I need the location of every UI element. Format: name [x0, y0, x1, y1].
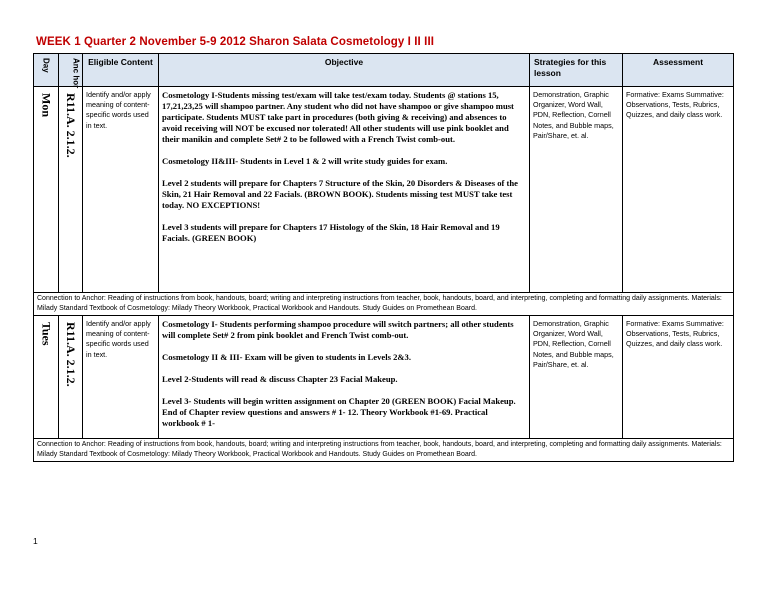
strategies-header: Strategies for this lesson [530, 54, 623, 87]
page-title: WEEK 1 Quarter 2 November 5-9 2012 Sharon Salata Cosmetology I II III [36, 36, 435, 48]
anchor-cell: R11.A. 2.1.2. [59, 87, 83, 293]
objective-paragraph: Cosmetology I- Students performing shampoo procedure will switch partners; all other students will complete Set# 2 from pink booklet and French Twist comb-out. [162, 319, 514, 340]
objective-paragraph: Level 2-Students will read & discuss Chapter 23 Facial Makeup. [162, 374, 398, 384]
strategies-cell: Demonstration, Graphic Organizer, Word Wall, PDN, Reflection, Cornell Notes, and Bubble maps, Pair/Share, et. al. [530, 316, 623, 439]
assessment-header: Assessment [623, 54, 734, 87]
day-cell: Tues [34, 316, 59, 439]
connection-row [34, 439, 734, 462]
eligible-content-cell: Identify and/or apply meaning of content-specific words used in text. [83, 316, 159, 439]
objective-header: Objective [159, 54, 530, 87]
objective-paragraph: Cosmetology II&III- Students in Level 1 & 2 will write study guides for exam. [162, 156, 448, 166]
anchor-cell: R11.A. 2.1.2. [59, 316, 83, 439]
assessment-cell: Formative: Exams Summative: Observations, Tests, Rubrics, Quizzes, and daily class work. [623, 316, 734, 439]
page-number: 1 [33, 536, 38, 546]
connection-row [34, 293, 734, 316]
objective-paragraph: Cosmetology II & III- Exam will be given to students in Levels 2&3. [162, 352, 411, 362]
objective-paragraph: Level 3- Students will begin written assignment on Chapter 20 (GREEN BOOK) Facial Makeup. End of Chapter review questions and answers # 1- 12. Theory Workbook #1-69. Practical workbook # 1- [162, 396, 516, 428]
assessment-cell: Formative: Exams Summative: Observations, Tests, Rubrics, Quizzes, and daily class work. [623, 87, 734, 293]
table-row [34, 87, 734, 293]
lesson-plan-table [33, 53, 734, 462]
objective-paragraph: Level 2 students will prepare for Chapters 7 Structure of the Skin, 20 Disorders & Diseases of the Skin, 21 Hair Removal and 22 Facials. (BROWN BOOK). Students missing test MUST take test today. NO EXCEPTIONS! [162, 178, 518, 210]
table-header-row [34, 54, 734, 87]
objective-paragraph: Level 3 students will prepare for Chapters 17 Histology of the Skin, 18 Hair Removal and 19 Facials. (GREEN BOOK) [162, 222, 500, 243]
day-cell: Mon [34, 87, 59, 293]
anchor-header: Anc hor [59, 54, 83, 87]
connection-text: Connection to Anchor: Reading of instructions from book, handouts, board; writing and interpreting instructions from teacher, book, handouts, board, and interpreting, completing and formatting daily assignments. Materials: Milady Standard Textbook of Cosmetology: Milady Theory Workbook, Practical Workbook and Handouts. Study Guides on Promethean Board. [34, 293, 734, 316]
day-header: Day [34, 54, 59, 87]
content-header: Eligible Content [83, 54, 159, 87]
connection-text: Connection to Anchor: Reading of instructions from book, handouts, board; writing and interpreting instructions from teacher, book, handouts, board, and interpreting, completing and formatting daily assignments. Materials: Milady Standard Textbook of Cosmetology: Milady Theory Workbook, Practical Workbook and Handouts. Study Guides on Promethean Board. [34, 439, 734, 462]
objective-paragraph: Cosmetology I-Students missing test/exam will take test/exam today. Students @ stations 15, 17,21,23,25 will shampoo partner. Any student who did not have shampoo or give shampoo must participate. Students MUST take part in procedures (both giving & receiving) and absences to avoid receiving will NOT be excused nor tolerated! All other students will use pink booklet and their manikin and complete Set# 2 to be followed with a French Twist comb-out. [162, 90, 514, 144]
table-row [34, 316, 734, 439]
objective-cell [159, 87, 530, 293]
strategies-cell: Demonstration, Graphic Organizer, Word Wall, PDN, Reflection, Cornell Notes, and Bubble maps, Pair/Share, et. al. [530, 87, 623, 293]
objective-cell [159, 316, 530, 439]
eligible-content-cell: Identify and/or apply meaning of content-specific words used in text. [83, 87, 159, 293]
